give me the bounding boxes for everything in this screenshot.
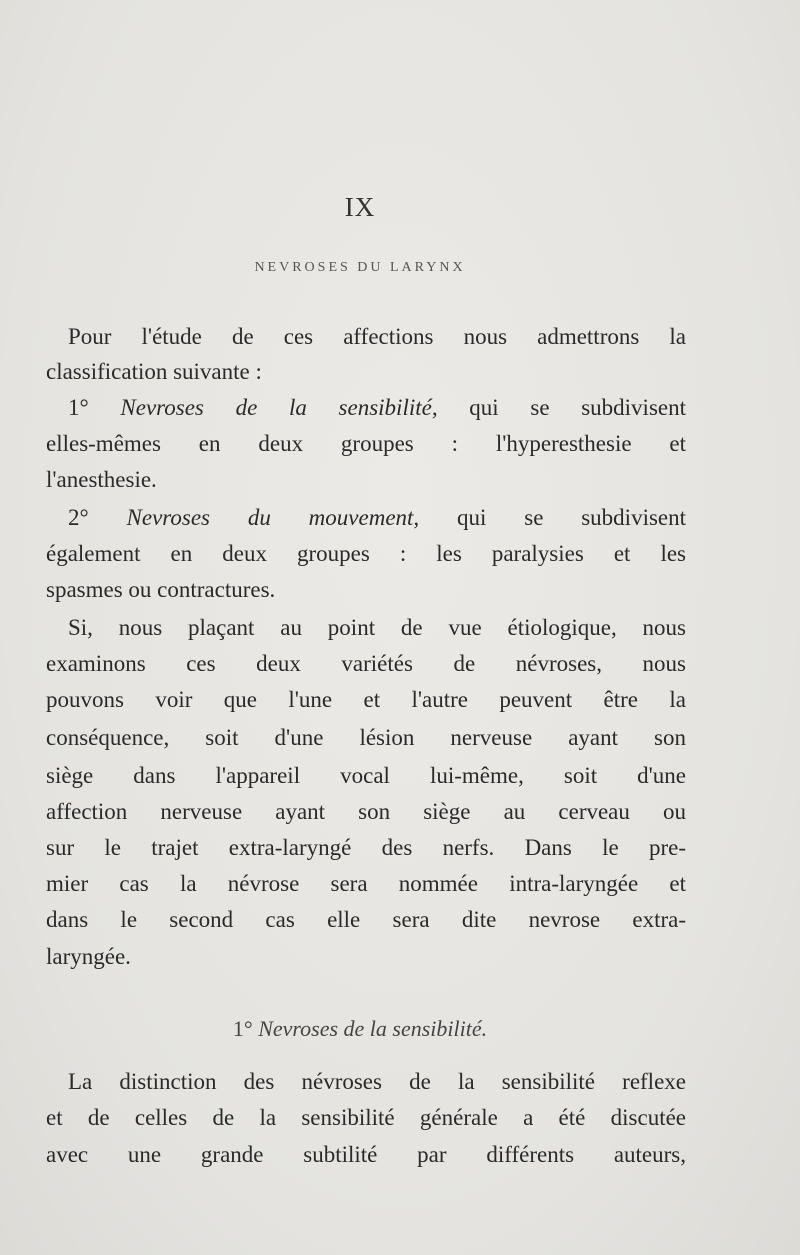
list-item-2-line bbox=[68, 504, 686, 532]
paragraph-line: elles-mêmes en deux groupes : l'hyperesthesie et bbox=[46, 431, 686, 456]
paragraph-line: La distinction des névroses de la sensibilité reflexe bbox=[68, 1069, 686, 1094]
paragraph-line: classification suivante : bbox=[46, 359, 262, 384]
list-item-title: Nevroses du mouvement, bbox=[126, 505, 420, 530]
paragraph-line: spasmes ou contractures. bbox=[46, 577, 276, 602]
paragraph-line: Pour l'étude de ces affections nous admettrons la bbox=[68, 324, 686, 349]
paragraph-line: dans le second cas elle sera dite nevrose extra- bbox=[46, 907, 686, 932]
paragraph-line: sur le trajet extra-laryngé des nerfs. Dans le pre- bbox=[46, 835, 686, 860]
paragraph-line: Si, nous plaçant au point de vue étiologique, nous bbox=[68, 615, 686, 640]
section-title: Nevroses de la sensibilité. bbox=[258, 1016, 488, 1041]
list-item-title: Nevroses de la sensibilité, bbox=[120, 395, 438, 420]
paragraph-line: examinons ces deux variétés de névroses, nous bbox=[46, 651, 686, 676]
paragraph-line: pouvons voir que l'une et l'autre peuvent être la bbox=[46, 687, 686, 712]
paragraph-line: l'anesthesie. bbox=[46, 467, 157, 492]
paragraph-line: siège dans l'appareil vocal lui-même, soit d'une bbox=[46, 763, 686, 788]
chapter-title: NEVROSES DU LARYNX bbox=[254, 260, 466, 275]
list-item-1-line bbox=[68, 394, 686, 422]
chapter-number: IX bbox=[344, 192, 376, 222]
section-number: 1° bbox=[232, 1016, 253, 1041]
list-item-number: 1° bbox=[68, 395, 89, 420]
paragraph-line: avec une grande subtilité par différents auteurs, bbox=[46, 1142, 686, 1167]
paragraph-line: affection nerveuse ayant son siège au cerveau ou bbox=[46, 799, 686, 824]
paragraph-line: également en deux groupes : les paralysies et les bbox=[46, 541, 686, 566]
list-item-number: 2° bbox=[68, 505, 89, 530]
section-heading bbox=[0, 1016, 720, 1042]
paragraph-line: laryngée. bbox=[46, 944, 131, 969]
paragraph-line: mier cas la névrose sera nommée intra-laryngée et bbox=[46, 871, 686, 896]
list-item-text: qui se subdivisent bbox=[469, 395, 686, 420]
paragraph-line: conséquence, soit d'une lésion nerveuse ayant son bbox=[46, 725, 686, 750]
list-item-text: qui se subdivisent bbox=[457, 505, 687, 530]
paragraph-line: et de celles de la sensibilité générale a été discutée bbox=[46, 1105, 686, 1130]
